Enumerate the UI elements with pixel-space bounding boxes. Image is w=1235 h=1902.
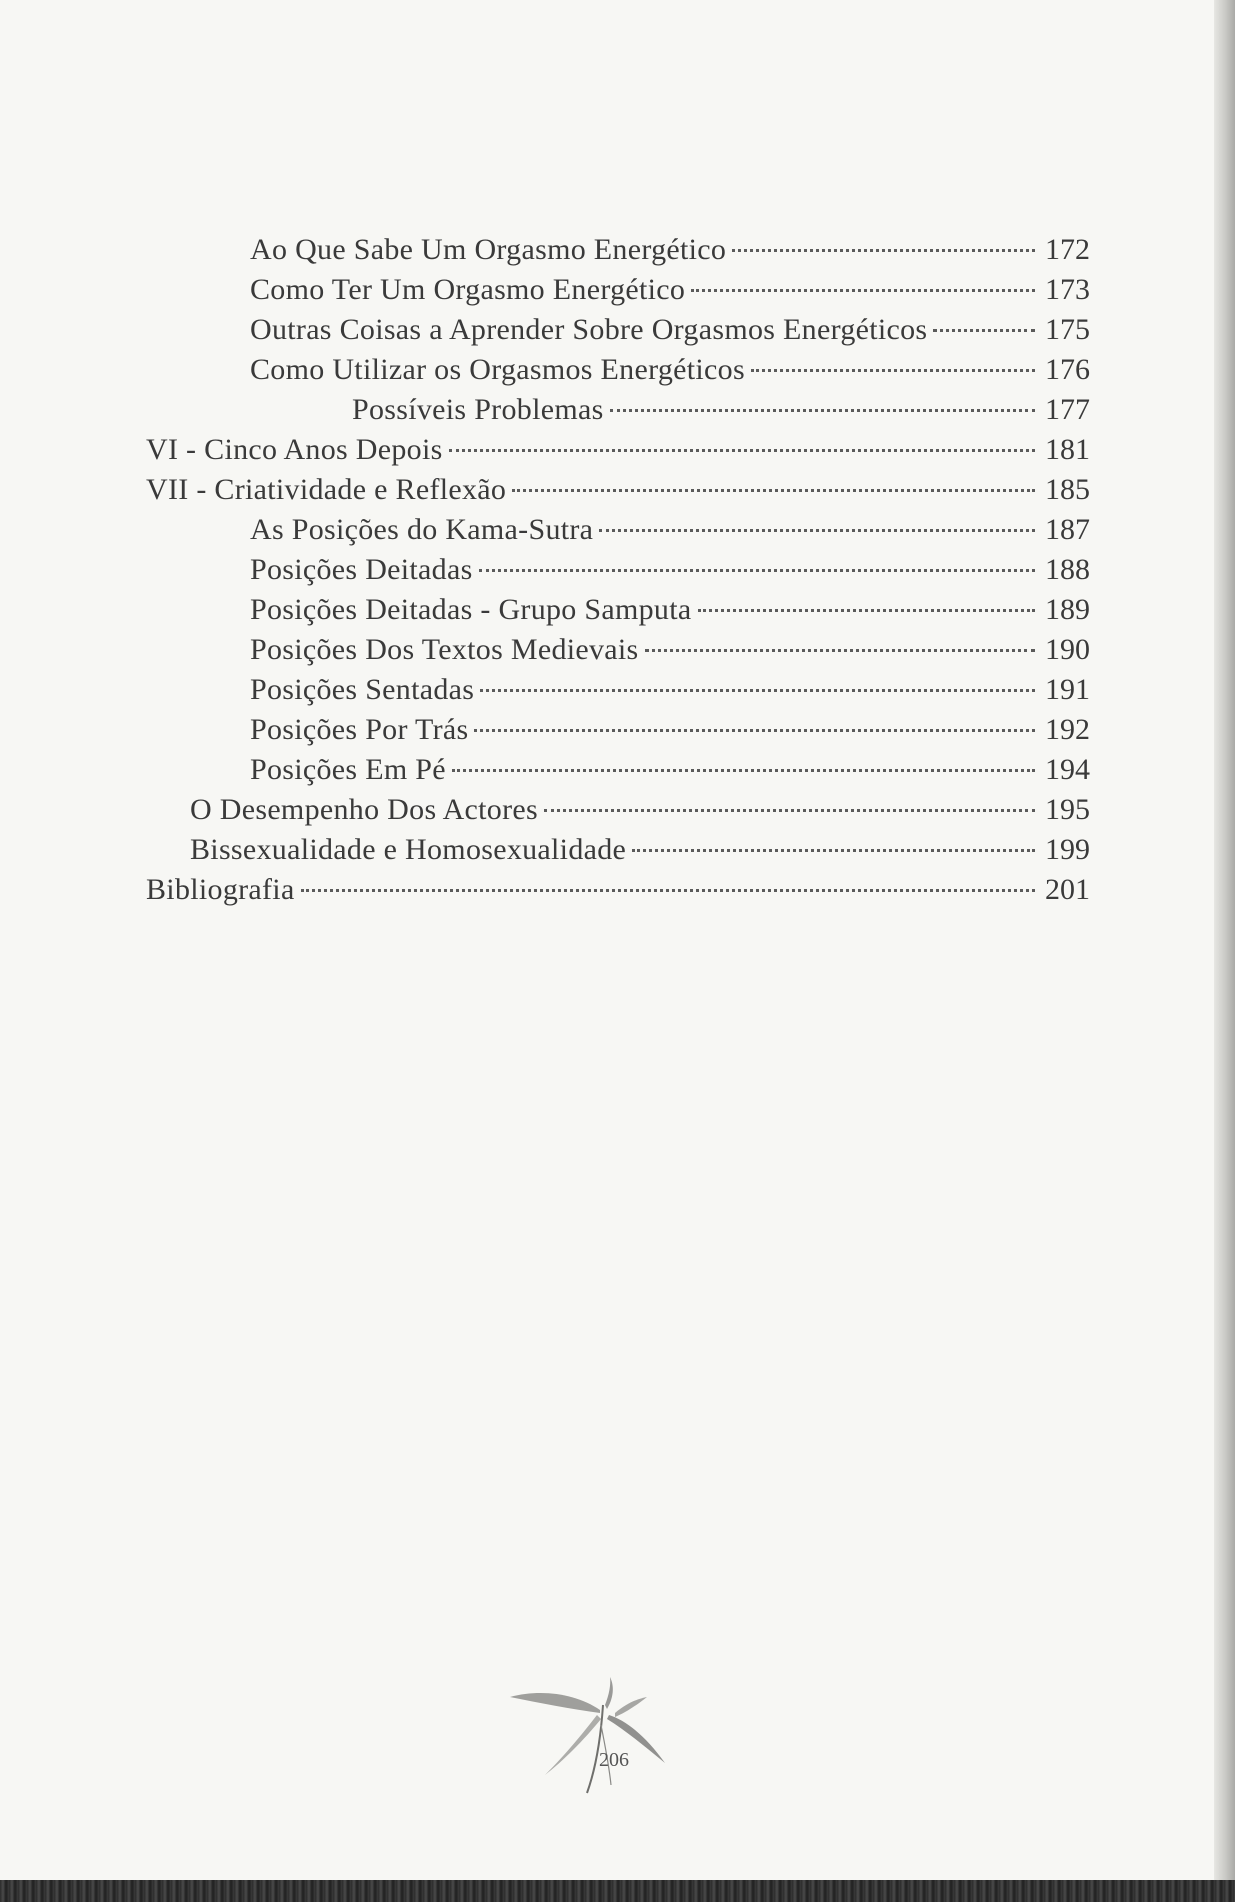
- dot-leader: [474, 729, 1035, 732]
- toc-entry: [250, 510, 1090, 550]
- dot-leader: [691, 289, 1035, 292]
- toc-entry-title: Como Utilizar os Orgasmos Energéticos: [250, 353, 745, 386]
- dot-leader: [544, 809, 1035, 812]
- page-edge-bottom: [0, 1880, 1235, 1902]
- toc-entry-title: O Desempenho Dos Actores: [190, 793, 538, 826]
- toc-entry-page: 187: [1045, 513, 1090, 546]
- toc-entry: [250, 670, 1090, 710]
- toc-entry: [250, 270, 1090, 310]
- toc-entry: [250, 630, 1090, 670]
- dot-leader: [301, 889, 1035, 892]
- toc-entry-page: 190: [1045, 633, 1090, 666]
- toc-entry: [250, 710, 1090, 750]
- toc-entry-page: 176: [1045, 353, 1090, 386]
- toc-entry-title: As Posições do Kama-Sutra: [250, 513, 594, 546]
- toc-entry-title: Bissexualidade e Homosexualidade: [190, 833, 627, 866]
- dot-leader: [933, 329, 1035, 332]
- dot-leader: [610, 409, 1035, 412]
- toc-entry-page: 195: [1045, 793, 1090, 826]
- dot-leader: [599, 529, 1035, 532]
- toc-entry-title: Posições Deitadas - Grupo Samputa: [250, 593, 692, 626]
- toc-entry-page: 181: [1045, 433, 1090, 466]
- toc-entry-page: 175: [1045, 313, 1090, 346]
- dot-leader: [449, 449, 1035, 452]
- toc-entry: [146, 870, 1090, 910]
- toc-entry-page: 194: [1045, 753, 1090, 786]
- toc-entry: [146, 430, 1090, 470]
- dot-leader: [751, 369, 1035, 372]
- toc-entry-page: 199: [1045, 833, 1090, 866]
- dot-leader: [479, 569, 1035, 572]
- toc-entry-title: VI - Cinco Anos Depois: [146, 433, 443, 466]
- bamboo-leaves-icon: [505, 1675, 695, 1795]
- toc-entry-page: 185: [1045, 473, 1090, 506]
- toc-entry-page: 191: [1045, 673, 1090, 706]
- dot-leader: [698, 609, 1036, 612]
- dot-leader: [632, 849, 1035, 852]
- toc-entry: [190, 830, 1090, 870]
- dot-leader: [645, 649, 1035, 652]
- toc-entry: [250, 310, 1090, 350]
- toc-entry: [352, 390, 1090, 430]
- dot-leader: [512, 489, 1035, 492]
- toc-entry-page: 172: [1045, 233, 1090, 266]
- toc-entry-title: Ao Que Sabe Um Orgasmo Energético: [250, 233, 727, 266]
- toc-entry-page: 192: [1045, 713, 1090, 746]
- dot-leader: [452, 769, 1035, 772]
- toc-entry-title: Posições Por Trás: [250, 713, 469, 746]
- dot-leader: [480, 689, 1035, 692]
- toc-entry-title: Outras Coisas a Aprender Sobre Orgasmos Energéticos: [250, 313, 928, 346]
- toc-entry-title: Posições Deitadas: [250, 553, 473, 586]
- toc-entry-page: 201: [1045, 873, 1090, 906]
- toc-entry: [190, 790, 1090, 830]
- toc-entry: [146, 470, 1090, 510]
- toc-entry-title: VII - Criatividade e Reflexão: [146, 473, 507, 506]
- page-number: 206: [599, 1749, 629, 1771]
- dot-leader: [732, 249, 1035, 252]
- toc-entry-title: Posições Em Pé: [250, 753, 446, 786]
- toc-entry: [250, 750, 1090, 790]
- toc-entry-title: Posições Sentadas: [250, 673, 475, 706]
- toc-entry-page: 177: [1045, 393, 1090, 426]
- toc-entry-title: Bibliografia: [146, 873, 295, 906]
- toc-entry-title: Possíveis Problemas: [352, 393, 604, 426]
- toc-entry: [250, 230, 1090, 270]
- toc-entry-page: 189: [1045, 593, 1090, 626]
- toc-entry-page: 173: [1045, 273, 1090, 306]
- toc-entry-title: Como Ter Um Orgasmo Energético: [250, 273, 686, 306]
- toc-entry: [250, 590, 1090, 630]
- toc-entry-title: Posições Dos Textos Medievais: [250, 633, 639, 666]
- page-edge-right: [1214, 0, 1235, 1880]
- toc-entry: [250, 350, 1090, 390]
- toc-entry-page: 188: [1045, 553, 1090, 586]
- toc-entry: [250, 550, 1090, 590]
